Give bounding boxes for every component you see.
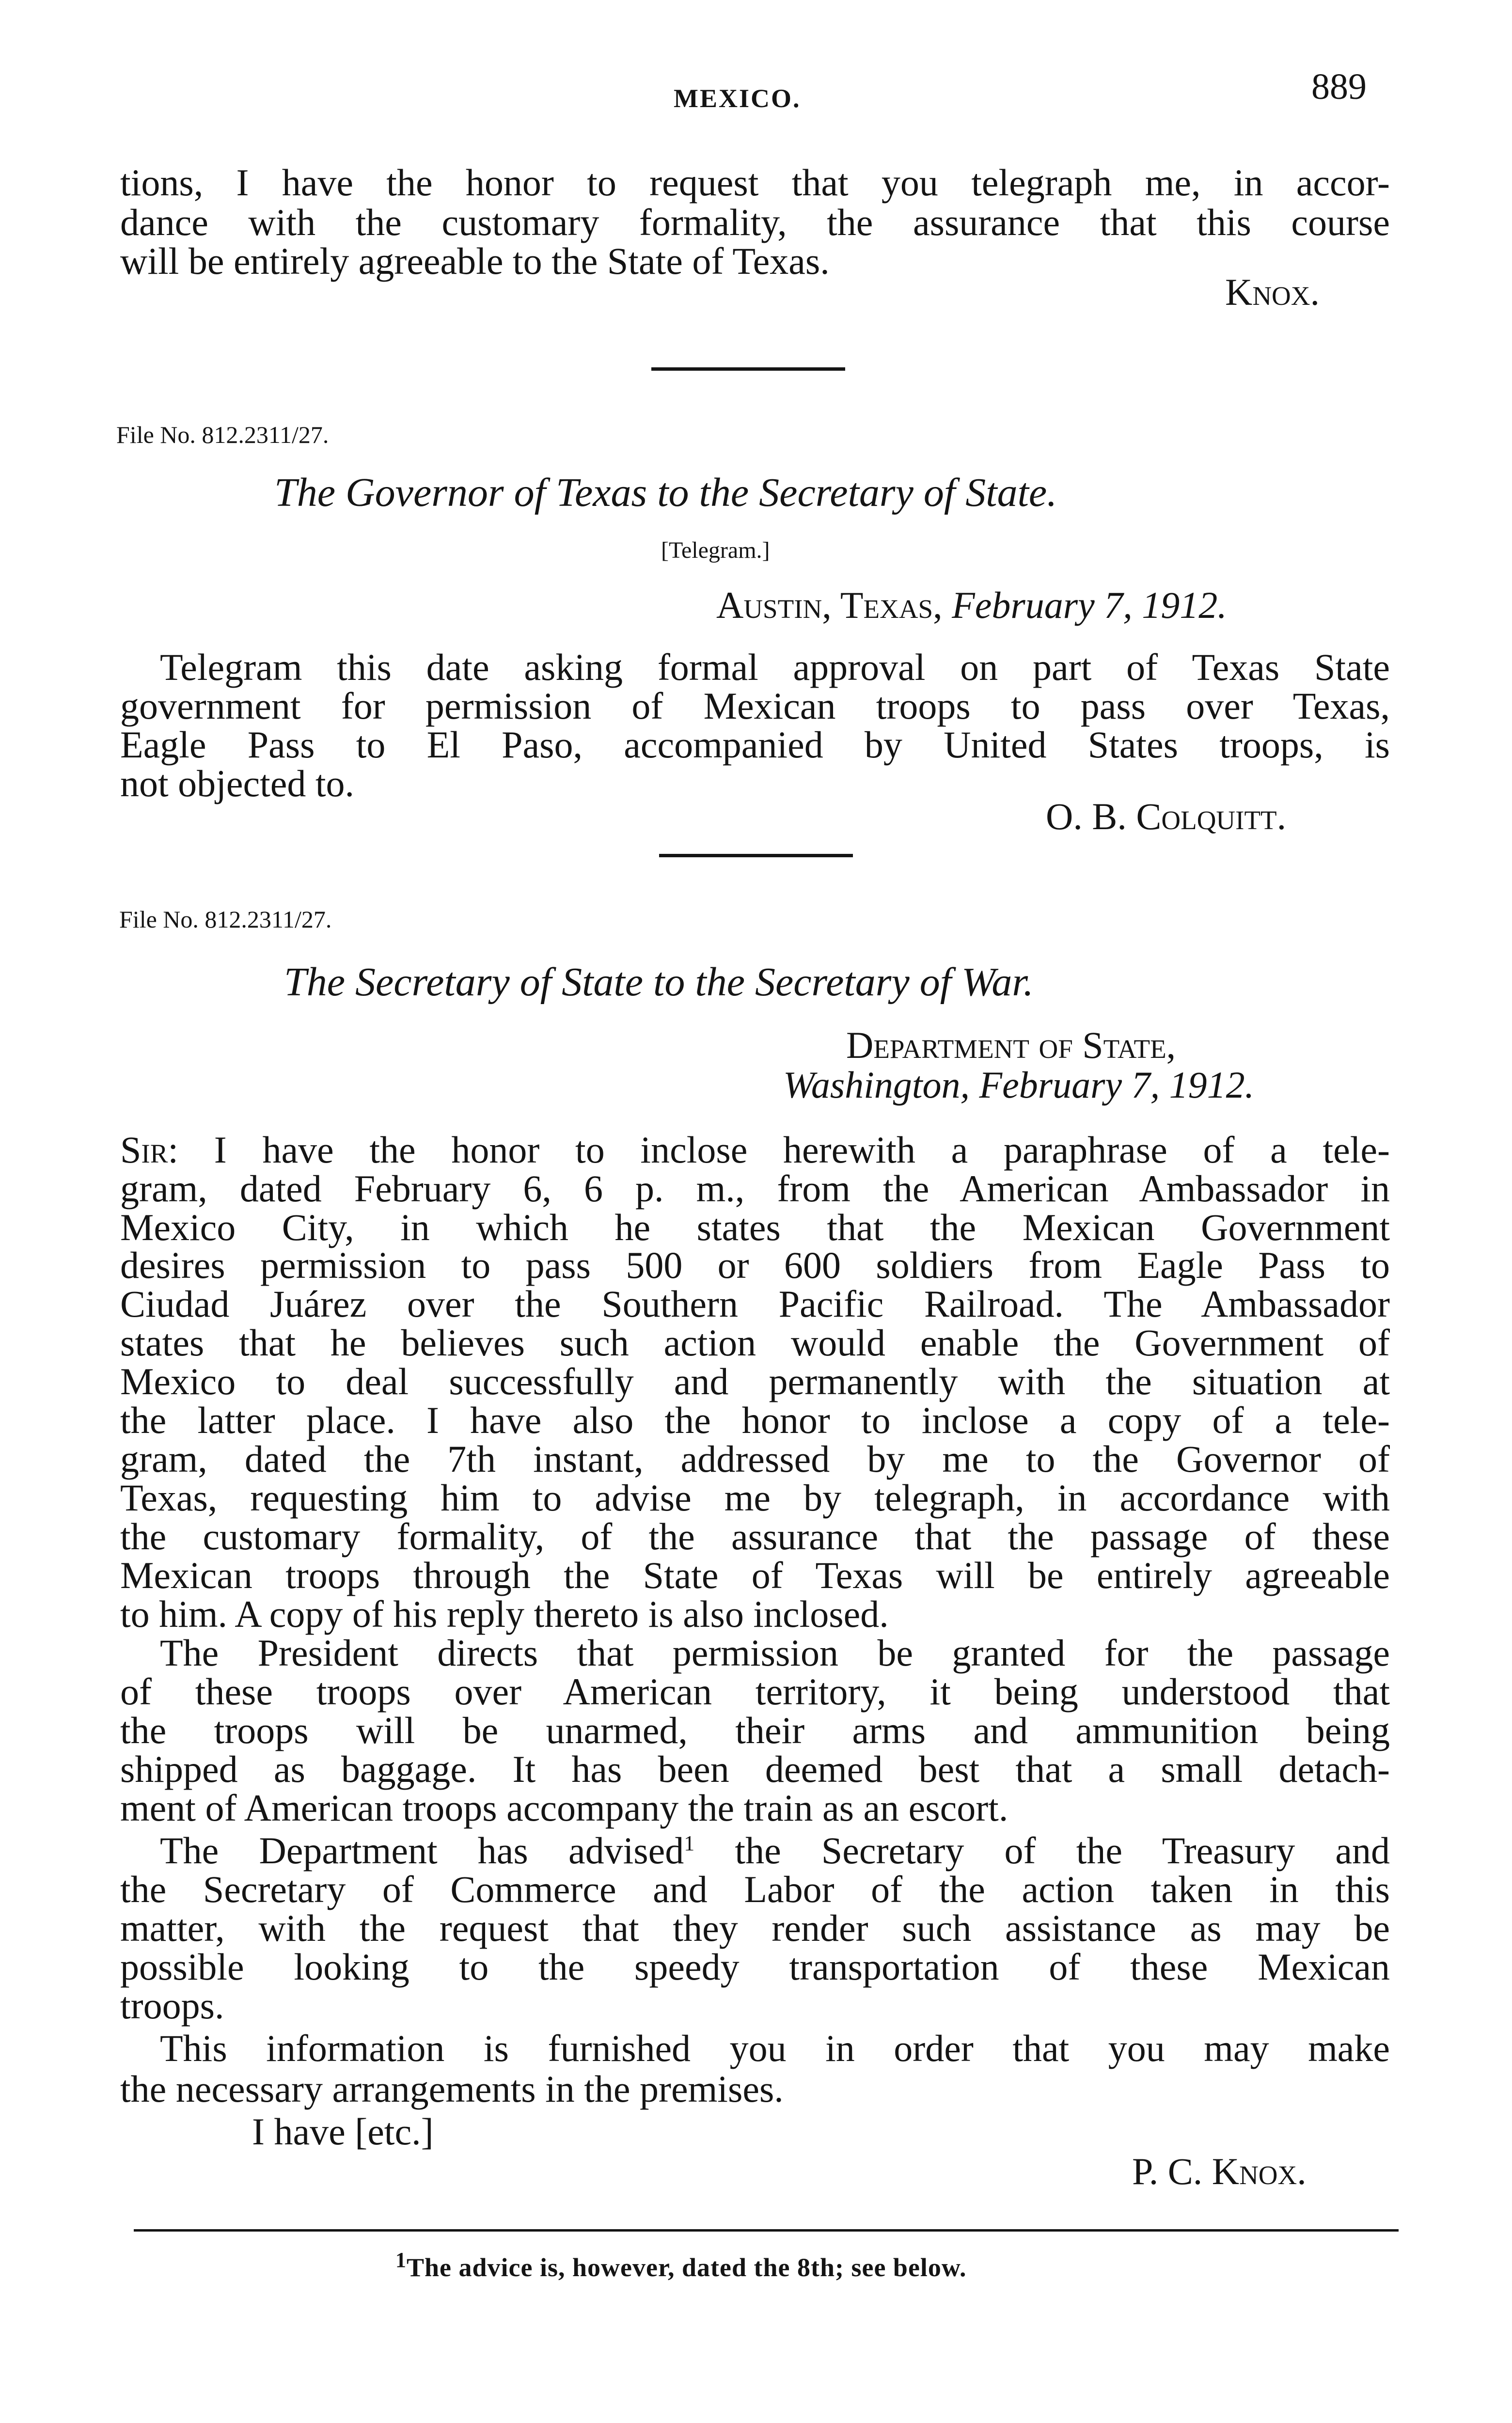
text-line: not objected to. <box>120 762 355 804</box>
footnote-marker: 1 <box>684 1831 695 1855</box>
signature-colquitt: O. B. Colquitt. <box>1046 795 1287 837</box>
letter-title: The Secretary of State to the Secretary of War. <box>284 960 1034 1005</box>
text-line: to him. A copy of his reply thereto is also inclosed. <box>120 1593 889 1635</box>
text-line: The President directs that permission be granted for the passage <box>160 1632 1390 1674</box>
text-line: Mexico to deal successfully and permanently with the situation at <box>120 1360 1390 1402</box>
department-line: Department of State, <box>846 1024 1176 1066</box>
file-number: File No. 812.2311/27. <box>119 906 332 933</box>
footnote <box>395 2248 967 2282</box>
salutation: Sir: <box>120 1129 179 1171</box>
text-line: Mexican troops through the State of Texas will be entirely agreeable <box>120 1554 1390 1596</box>
signature-pc-knox: P. C. Knox. <box>1132 2150 1307 2192</box>
text-line: the customary formality, of the assurance that the passage of these <box>120 1515 1390 1558</box>
running-title: MEXICO. <box>674 84 801 113</box>
text-line: the troops will be unarmed, their arms and ammunition being <box>120 1709 1390 1751</box>
page-number: 889 <box>1311 66 1367 107</box>
closing: I have [etc.] <box>252 2110 434 2153</box>
washington-dateline: Washington, February 7, 1912. <box>783 1064 1255 1106</box>
text-line: tions, I have the honor to request that you telegraph me, in accor- <box>120 161 1390 204</box>
text-line: desires permission to pass 500 or 600 soldiers from Eagle Pass to <box>120 1244 1390 1286</box>
text-line: the Secretary of Commerce and Labor of the action taken in this <box>120 1868 1390 1910</box>
text-line: matter, with the request that they render such assistance as may be <box>120 1907 1390 1949</box>
text-line: states that he believes such action would enable the Government of <box>120 1322 1390 1364</box>
text-line: government for permission of Mexican troops to pass over Texas, <box>120 685 1390 727</box>
text-line: Texas, requesting him to advise me by telegraph, in accordance with <box>120 1477 1390 1519</box>
section-divider <box>659 854 853 857</box>
text-line: troops. <box>120 1984 224 2027</box>
text-line: Ciudad Juárez over the Southern Pacific Railroad. The Ambassador <box>120 1283 1390 1325</box>
file-number: File No. 812.2311/27. <box>116 421 329 448</box>
text-line: will be entirely agreeable to the State of Texas. <box>120 240 830 282</box>
footnote-text: The advice is, however, dated the 8th; see below. <box>407 2253 967 2282</box>
text-line: gram, dated the 7th instant, addressed by me to the Governor of <box>120 1438 1390 1480</box>
date: February 7, 1912. <box>952 584 1227 626</box>
section-divider <box>651 367 845 371</box>
text-line: ment of American troops accompany the train as an escort. <box>120 1787 1008 1829</box>
text-line: possible looking to the speedy transportation of these Mexican <box>120 1946 1390 1988</box>
text-line: the latter place. I have also the honor to inclose a copy of a tele- <box>120 1399 1390 1441</box>
text-line: Sir: I have the honor to inclose herewith a paraphrase of a tele- <box>120 1129 1390 1171</box>
text-line: Eagle Pass to El Paso, accompanied by United States troops, is <box>120 724 1390 766</box>
text-line: of these troops over American territory, it being understood that <box>120 1670 1390 1713</box>
text-line: gram, dated February 6, 6 p. m., from the American Ambassador in <box>120 1167 1390 1210</box>
letter-title: The Governor of Texas to the Secretary of State. <box>274 470 1057 515</box>
text-line: dance with the customary formality, the assurance that this course <box>120 201 1390 243</box>
text-line: Mexico City, in which he states that the Mexican Government <box>120 1206 1390 1248</box>
signature-knox: Knox. <box>1225 271 1320 313</box>
text-line: This information is furnished you in order that you may make <box>160 2027 1390 2069</box>
footnote-rule <box>134 2229 1399 2232</box>
footnote-mark: 1 <box>395 2248 407 2272</box>
telegram-note: [Telegram.] <box>661 537 770 563</box>
text-line: the necessary arrangements in the premises. <box>120 2068 784 2110</box>
dateline <box>716 586 1227 624</box>
text-line: shipped as baggage. It has been deemed best that a small detach- <box>120 1748 1390 1790</box>
place: Austin, Texas, <box>716 584 943 626</box>
text-line: The Department has advised$^1$ the Secretary of the Treasury and <box>160 1829 1390 1872</box>
text-line: Telegram this date asking formal approval on part of Texas State <box>160 646 1390 688</box>
